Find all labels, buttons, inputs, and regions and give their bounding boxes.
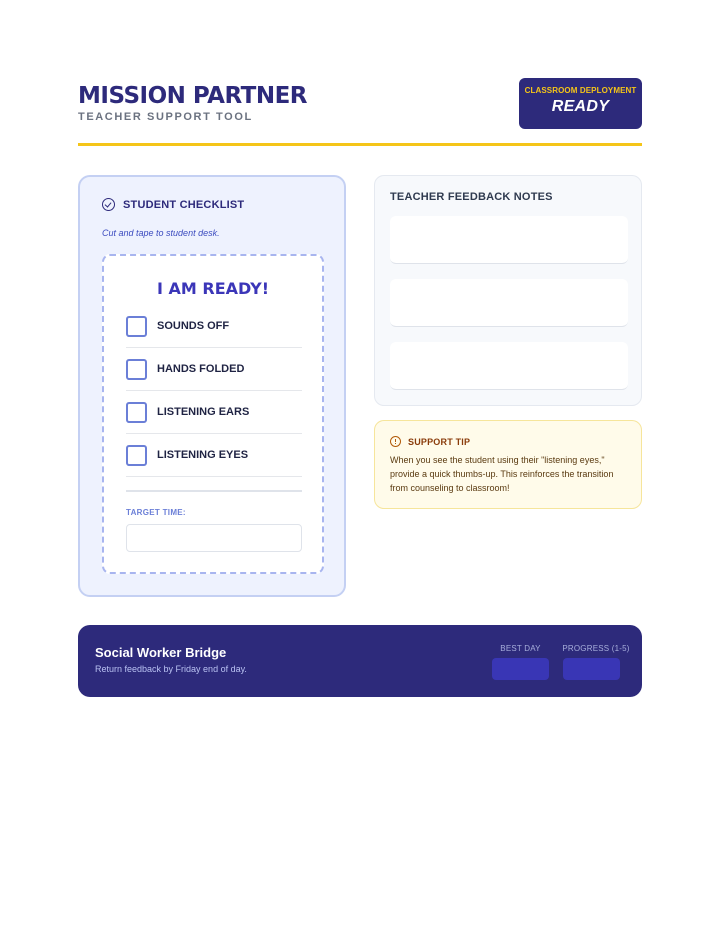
checkbox[interactable] xyxy=(126,316,147,337)
target-time-field[interactable] xyxy=(126,524,302,552)
social-worker-bridge xyxy=(78,625,642,697)
tip-text: When you see the student using their "listening eyes," provide a quick thumbs-up. This reinforces the transition from counseling to classroom! xyxy=(390,455,614,493)
best-day-label: BEST DAY xyxy=(500,644,541,653)
tip-title: SUPPORT TIP xyxy=(408,436,471,447)
feedback-title: TEACHER FEEDBACK NOTES xyxy=(390,191,553,203)
checklist-item[interactable] xyxy=(126,348,302,391)
checklist-item-label: LISTENING EYES xyxy=(157,449,249,461)
badge-caption: CLASSROOM DEPLOYMENT xyxy=(524,86,637,95)
teacher-feedback-card xyxy=(374,175,642,406)
checklist-item[interactable] xyxy=(126,434,302,477)
feedback-note-field[interactable] xyxy=(390,216,628,264)
checklist-item[interactable] xyxy=(126,305,302,348)
checkbox[interactable] xyxy=(126,402,147,423)
checklist-note: Cut and tape to student desk. xyxy=(102,228,220,238)
deployment-badge xyxy=(519,78,642,129)
checklist-item-label: HANDS FOLDED xyxy=(157,363,245,375)
ready-title: I AM READY! xyxy=(156,279,270,298)
header-divider xyxy=(78,143,642,146)
header xyxy=(78,78,642,146)
checkbox[interactable] xyxy=(126,445,147,466)
target-time-label: TARGET TIME: xyxy=(126,508,186,517)
checklist-title: STUDENT CHECKLIST xyxy=(123,198,245,211)
support-tip-card xyxy=(374,420,642,509)
checklist-header xyxy=(102,198,244,211)
feedback-note-field[interactable] xyxy=(390,342,628,390)
checklist-item-label: SOUNDS OFF xyxy=(157,320,230,332)
checklist-item-label: LISTENING EARS xyxy=(157,406,250,418)
check-circle-icon xyxy=(102,198,115,211)
ready-cutout xyxy=(102,254,324,574)
feedback-note-field[interactable] xyxy=(390,279,628,327)
checklist-item[interactable] xyxy=(126,391,302,434)
page-title: MISSION PARTNER xyxy=(78,83,307,109)
page-subtitle: TEACHER SUPPORT TOOL xyxy=(78,111,253,123)
footer-subtitle: Return feedback by Friday end of day. xyxy=(95,664,247,674)
best-day-field[interactable] xyxy=(492,658,549,680)
checkbox[interactable] xyxy=(126,359,147,380)
info-icon xyxy=(390,436,401,447)
footer-title: Social Worker Bridge xyxy=(95,645,227,660)
checklist-divider xyxy=(126,490,302,492)
student-checklist-card xyxy=(78,175,346,597)
progress-label: PROGRESS (1-5) xyxy=(562,644,630,653)
progress-field[interactable] xyxy=(563,658,620,680)
tip-header xyxy=(390,436,470,447)
badge-status: READY xyxy=(551,98,610,115)
